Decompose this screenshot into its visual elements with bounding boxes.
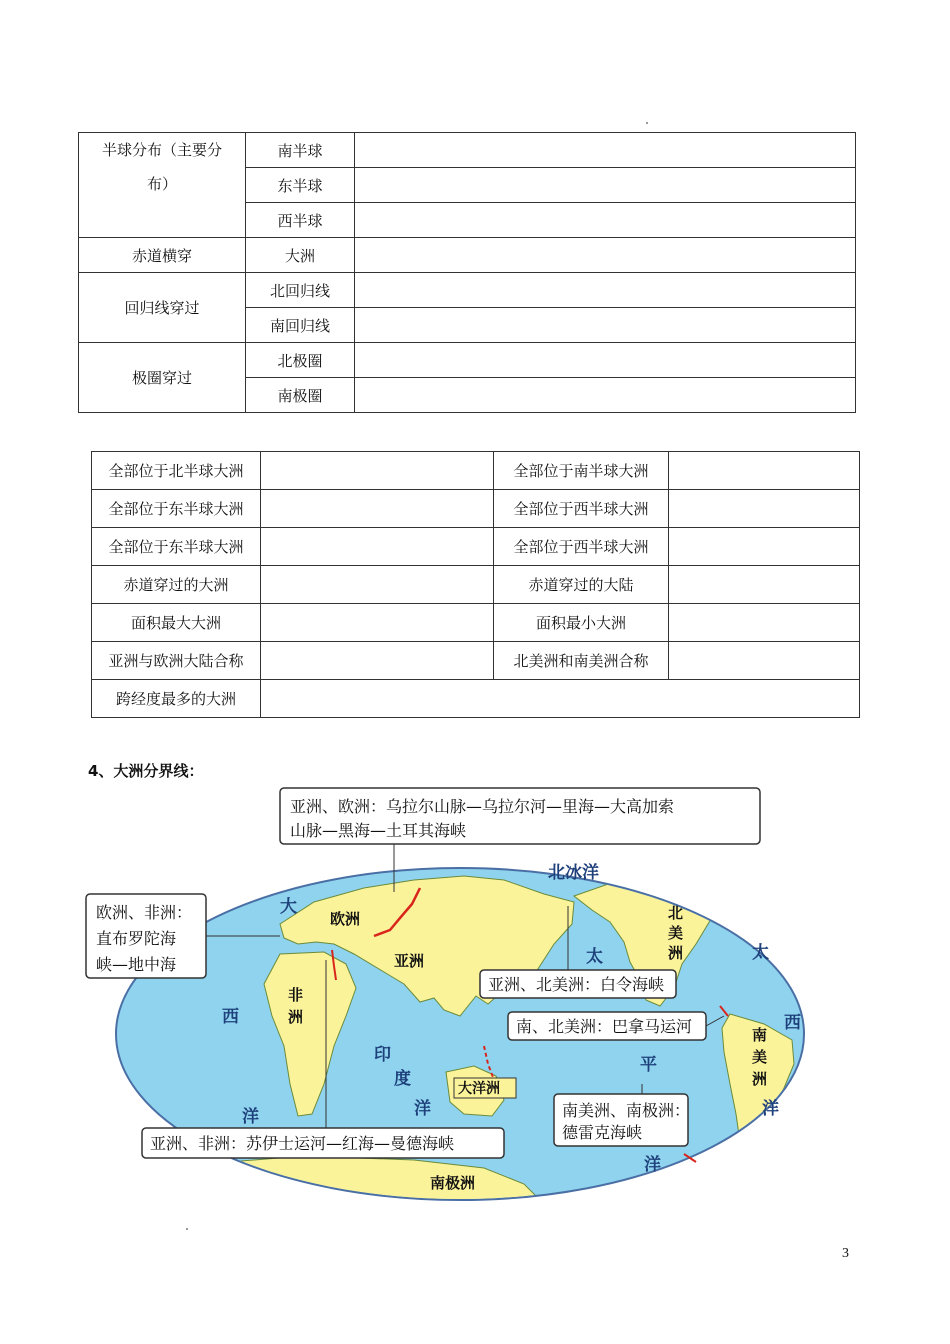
pacific-east-label: 太	[752, 943, 769, 963]
speck	[186, 1228, 188, 1230]
answer-cell[interactable]	[261, 642, 494, 680]
fact-label: 全部位于东半球大洲	[92, 528, 261, 566]
continent-boundary-map	[84, 784, 801, 1204]
atlantic-west-label-2: 西	[222, 1007, 239, 1027]
fact-label: 亚洲与欧洲大陆合称	[92, 642, 261, 680]
fact-label: 面积最小大洲	[494, 604, 669, 642]
speck	[646, 122, 648, 124]
sa-antarctica-text-2: 德雷克海峡	[562, 1123, 643, 1142]
oceania-label: 大洋洲	[458, 1081, 500, 1097]
fact-label: 赤道穿过的大洲	[92, 566, 261, 604]
sa-na-text: 南、北美洲：巴拿马运河	[516, 1017, 693, 1036]
answer-cell[interactable]	[261, 680, 860, 718]
europe-africa-text-3: 峡—地中海	[96, 955, 177, 974]
answer-cell[interactable]	[355, 378, 856, 413]
greenland-land	[644, 864, 704, 888]
arctic-ocean-label: 北冰洋	[548, 863, 599, 883]
fact-label: 赤道穿过的大陆	[494, 566, 669, 604]
pacific-label-1: 太	[586, 947, 603, 967]
answer-cell[interactable]	[355, 203, 856, 238]
fact-label: 全部位于北半球大洲	[92, 452, 261, 490]
antarctica-label: 南极洲	[430, 1174, 476, 1192]
answer-cell[interactable]	[669, 452, 860, 490]
antarctic-circle-label: 南极圈	[246, 378, 355, 413]
atlantic-west-label-1: 大	[280, 897, 297, 917]
na-label-3: 洲	[668, 944, 684, 962]
answer-cell[interactable]	[355, 238, 856, 273]
fact-label: 跨经度最多的大洲	[92, 680, 261, 718]
answer-cell[interactable]	[355, 273, 856, 308]
indian-ocean-label-2: 度	[394, 1069, 411, 1089]
africa-label-2: 洲	[288, 1008, 304, 1026]
answer-cell[interactable]	[261, 490, 494, 528]
answer-cell[interactable]	[355, 343, 856, 378]
south-hemisphere-label: 南半球	[246, 133, 355, 168]
answer-cell[interactable]	[355, 308, 856, 343]
answer-cell[interactable]	[261, 528, 494, 566]
asia-na-text: 亚洲、北美洲：白令海峡	[488, 975, 665, 994]
indian-ocean-label-1: 印	[374, 1045, 391, 1065]
east-hemisphere-label: 东半球	[246, 168, 355, 203]
pacific-label-2: 平	[640, 1055, 657, 1075]
continent-facts-table	[91, 451, 860, 718]
north-tropic-label: 北回归线	[246, 273, 355, 308]
hemisphere-table	[78, 132, 856, 413]
asia-europe-text-1: 亚洲、欧洲：乌拉尔山脉—乌拉尔河—里海—大高加索	[290, 797, 675, 816]
atlantic-west-label-3: 洋	[242, 1107, 259, 1127]
page-number: 3	[842, 1246, 849, 1261]
indian-ocean-label-3: 洋	[414, 1099, 431, 1119]
europe-africa-text-1: 欧洲、非洲：	[96, 903, 193, 922]
answer-cell[interactable]	[261, 604, 494, 642]
section-title: 4、大洲分界线：	[88, 762, 204, 780]
asia-europe-text-2: 山脉—黑海—土耳其海峡	[290, 821, 467, 840]
sa-label-1: 南	[752, 1026, 768, 1044]
na-label-1: 北	[668, 904, 684, 922]
na-label-2: 美	[668, 924, 684, 942]
sa-label-2: 美	[752, 1048, 768, 1066]
asia-label: 亚洲	[394, 952, 425, 970]
answer-cell[interactable]	[669, 604, 860, 642]
fact-label: 全部位于南半球大洲	[494, 452, 669, 490]
polar-label: 极圈穿过	[79, 343, 246, 413]
west-hemisphere-label: 西半球	[246, 203, 355, 238]
equator-label: 赤道横穿	[79, 238, 246, 273]
answer-cell[interactable]	[355, 168, 856, 203]
atlantic-east-label-3: 洋	[762, 1099, 779, 1119]
fact-label: 全部位于东半球大洲	[92, 490, 261, 528]
asia-africa-text: 亚洲、非洲：苏伊士运河—红海—曼德海峡	[150, 1134, 455, 1153]
atlantic-east-label-2: 西	[784, 1013, 801, 1033]
answer-cell[interactable]	[669, 490, 860, 528]
answer-cell[interactable]	[669, 528, 860, 566]
europe-africa-text-2: 直布罗陀海	[96, 929, 177, 948]
fact-label: 面积最大大洲	[92, 604, 261, 642]
answer-cell[interactable]	[261, 452, 494, 490]
fact-label: 全部位于西半球大洲	[494, 528, 669, 566]
answer-cell[interactable]	[669, 642, 860, 680]
pacific-label-3: 洋	[644, 1155, 661, 1175]
south-tropic-label: 南回归线	[246, 308, 355, 343]
europe-label: 欧洲	[330, 910, 361, 928]
continent-label: 大洲	[246, 238, 355, 273]
hemisphere-label: 半球分布（主要分 布）	[79, 133, 246, 238]
tropic-label: 回归线穿过	[79, 273, 246, 343]
sa-antarctica-text-1: 南美洲、南极洲：	[562, 1101, 691, 1120]
arctic-circle-label: 北极圈	[246, 343, 355, 378]
answer-cell[interactable]	[355, 133, 856, 168]
answer-cell[interactable]	[669, 566, 860, 604]
africa-label-1: 非	[288, 986, 304, 1004]
answer-cell[interactable]	[261, 566, 494, 604]
fact-label: 全部位于西半球大洲	[494, 490, 669, 528]
fact-label: 北美洲和南美洲合称	[494, 642, 669, 680]
sa-label-3: 洲	[752, 1070, 768, 1088]
